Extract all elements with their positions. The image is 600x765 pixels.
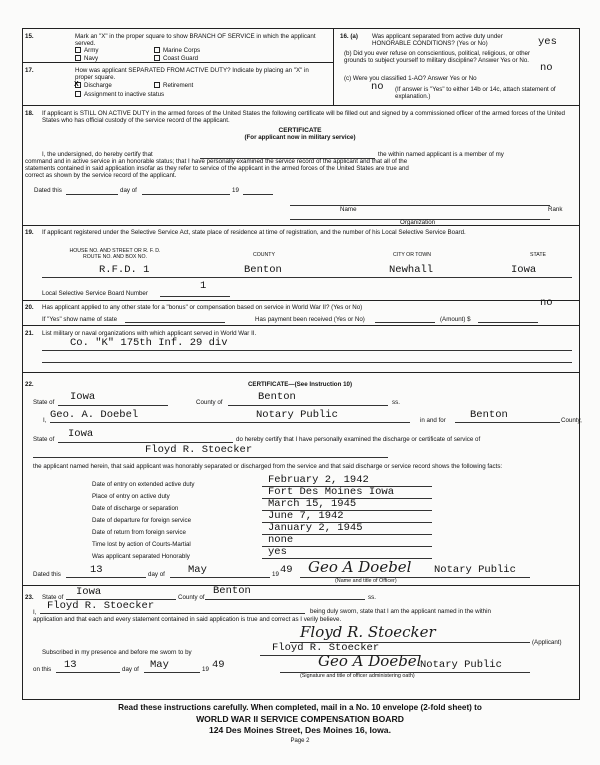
sec22-county-word: County, bbox=[561, 417, 582, 424]
sec23-county[interactable]: Benton bbox=[213, 585, 251, 597]
sec23-notary-caption: (Signature and title of officer administering oath) bbox=[300, 673, 415, 679]
page-number: Page 2 bbox=[290, 738, 310, 744]
sec22-county-of: County of bbox=[196, 399, 223, 406]
row-label: Was applicant separated Honorably bbox=[92, 553, 190, 560]
sec16-value-c[interactable]: no bbox=[371, 81, 384, 93]
sec22-county[interactable]: Benton bbox=[258, 391, 296, 403]
sec16-num: 16. (a) bbox=[340, 33, 358, 40]
board-line bbox=[160, 296, 230, 297]
row-label: Date of entry on extended active duty bbox=[92, 481, 195, 488]
row-value[interactable]: January 2, 1945 bbox=[268, 522, 363, 534]
sec22-ss: ss. bbox=[392, 399, 400, 406]
sec18-intro: If applicant is STILL ON ACTIVE DUTY in the armed forces of the United States the following certificate will be filled out and signed by a commissioned officer of the armed forces of the United States who has official custody of the service record of the applicant. bbox=[42, 110, 565, 124]
sec23-month-line bbox=[144, 672, 200, 673]
sec22-state-2[interactable]: Iowa bbox=[68, 428, 94, 440]
sec22-signature: Geo A Doebel bbox=[308, 558, 412, 576]
sec18-name-line[interactable] bbox=[290, 205, 550, 206]
sec21-num: 21. bbox=[25, 330, 34, 337]
city-value[interactable]: Newhall bbox=[389, 264, 434, 276]
sec21-label: List military or naval organizations with which applicant served in World War II. bbox=[42, 330, 257, 337]
sec18-body1b: the within named applicant is a member of my bbox=[378, 151, 504, 158]
sec23-subscribed: Subscribed in my presence and before me sworn to by bbox=[42, 649, 192, 656]
row-line bbox=[262, 546, 432, 547]
sec19-num: 19. bbox=[25, 229, 34, 236]
sec23-day-line bbox=[56, 672, 120, 673]
sec22-month-line bbox=[170, 577, 270, 578]
col-county: COUNTY bbox=[253, 252, 275, 258]
sec22-i: I, bbox=[43, 417, 47, 424]
board-value[interactable]: 1 bbox=[200, 280, 207, 292]
footer-board: WORLD WAR II SERVICE COMPENSATION BOARD bbox=[196, 714, 404, 724]
sec22-day-of: day of bbox=[148, 571, 165, 578]
retirement-label: Retirement bbox=[163, 82, 194, 89]
sec23-num: 23. bbox=[25, 594, 34, 601]
state-name-line[interactable] bbox=[125, 322, 225, 323]
col-house: HOUSE NO. AND STREET OR R. F. D. ROUTE NO. AND BOX NO. bbox=[69, 248, 161, 260]
house-value[interactable]: R.F.D. 1 bbox=[99, 264, 150, 276]
sec18-cert-sub: (For applicant now in military service) bbox=[244, 134, 356, 141]
sec22-day[interactable]: 13 bbox=[90, 564, 103, 576]
sec17-num: 17. bbox=[25, 67, 34, 74]
sec22-state-of-2: State of bbox=[33, 436, 55, 443]
sec22-state-line bbox=[58, 405, 168, 406]
sec23-year[interactable]: 49 bbox=[212, 659, 225, 671]
sec18-name-label: Name bbox=[340, 206, 357, 213]
row-label: Time lost by action of Courts-Martial bbox=[92, 541, 191, 548]
county-value[interactable]: Benton bbox=[244, 264, 282, 276]
army-checkbox[interactable] bbox=[75, 47, 81, 53]
sec20-received: Has payment been received (Yes or No) bbox=[255, 316, 365, 323]
org-line-2 bbox=[42, 362, 572, 363]
sec22-dated: Dated this bbox=[33, 571, 61, 578]
retirement-checkbox[interactable] bbox=[154, 82, 160, 88]
sec23-month[interactable]: May bbox=[150, 659, 169, 671]
sec23-sworn: being duly sworn, state that I am the applicant named in the within bbox=[310, 608, 491, 615]
marine-label: Marine Corps bbox=[163, 47, 201, 54]
sec16-label-a: Was applicant separated from active duty under HONORABLE CONDITIONS? (Yes or No) bbox=[372, 33, 503, 47]
sec23-ss: ss. bbox=[368, 594, 376, 601]
sec16-note-c: (If answer is "Yes" to either 14b or 14c, attach statement of explanation.) bbox=[395, 86, 556, 100]
sec23-name[interactable]: Floyd R. Stoecker bbox=[47, 600, 155, 612]
sec18-rank-label: Rank bbox=[548, 206, 563, 213]
sec23-county-of: County of bbox=[178, 594, 205, 601]
sec20-value[interactable]: no bbox=[540, 297, 553, 309]
sec18-year-line[interactable] bbox=[243, 194, 273, 195]
sec20-label: Has applicant applied to any other state for a "bonus" or compensation based on service in World War II? (Yes or No) bbox=[42, 304, 363, 311]
board-label: Local Selective Service Board Number bbox=[42, 290, 148, 297]
received-line[interactable] bbox=[375, 322, 435, 323]
sec21-value[interactable]: Co. "K" 175th Inf. 29 div bbox=[70, 337, 228, 349]
sec17-label: How was applicant SEPARATED FROM ACTIVE DUTY? Indicate by placing an "X" in proper square. bbox=[75, 67, 309, 81]
row-label: Date of departure for foreign service bbox=[92, 517, 192, 524]
sec22-applicant-line bbox=[33, 457, 388, 458]
sec22-sig-caption: (Name and title of Officer) bbox=[335, 578, 397, 584]
sec23-name-line bbox=[40, 613, 305, 614]
sec22-month[interactable]: May bbox=[188, 564, 207, 576]
sec22-name-line bbox=[50, 422, 280, 423]
row-value[interactable]: February 2, 1942 bbox=[268, 474, 369, 486]
sec19-label: If applicant registered under the Selective Service Act, state place of residence at time of registration, and the number of his Local Selective Service Board. bbox=[42, 229, 466, 236]
divider bbox=[333, 28, 334, 105]
sec22-day-line bbox=[66, 577, 146, 578]
inactive-label: Assignment to inactive status bbox=[84, 91, 165, 98]
divider bbox=[22, 62, 333, 63]
sec18-cert-title: CERTIFICATE bbox=[278, 127, 322, 134]
sec20-if-yes: If "Yes" show name of state bbox=[42, 316, 118, 323]
sec22-title-line bbox=[250, 422, 410, 423]
divider bbox=[22, 225, 580, 226]
row-label: Date of discharge or separation bbox=[92, 505, 179, 512]
sec22-shows: the applicant named herein, that said applicant was honorably separated or discharged from the service and that said discharge or service record shows the following facts: bbox=[33, 463, 503, 470]
sec23-day-of: day of bbox=[122, 666, 139, 673]
sec22-for-county[interactable]: Benton bbox=[470, 409, 508, 421]
sec22-certify: do hereby certify that I have personally examined the discharge or certificate of service of bbox=[236, 436, 481, 443]
footer-instructions: Read these instructions carefully. When completed, mail in a No. 10 envelope (2-fold sheet) to bbox=[118, 703, 482, 712]
sec16-label-b: (b) Did you ever refuse on conscientious, political, religious, or other grounds to subject yourself to military discipline? Answer Yes or No. bbox=[344, 50, 531, 64]
sec18-num: 18. bbox=[25, 110, 34, 117]
sec18-org-label: Organization bbox=[400, 219, 436, 226]
sec23-i: I, bbox=[33, 609, 37, 616]
divider bbox=[22, 585, 580, 586]
sec22-state-of: State of bbox=[33, 399, 55, 406]
sec23-signature: Floyd R. Stoecker bbox=[300, 623, 436, 641]
sec18-year: 19 bbox=[232, 187, 239, 194]
divider bbox=[22, 372, 580, 373]
sec22-sig-title: Notary Public bbox=[434, 564, 516, 576]
sec22-num: 22. bbox=[25, 381, 34, 388]
sec22-name[interactable]: Geo. A. Doebel bbox=[50, 409, 139, 421]
sec18-body1: I, the undersigned, do hereby certify that bbox=[42, 151, 153, 158]
sec18-month-line[interactable] bbox=[142, 194, 230, 195]
state-value[interactable]: Iowa bbox=[511, 264, 537, 276]
sec15-num: 15. bbox=[25, 33, 34, 40]
discharge-mark: X bbox=[74, 81, 79, 88]
navy-checkbox[interactable] bbox=[75, 55, 81, 61]
discharge-label: Discharge bbox=[84, 82, 112, 89]
sec16-value-b[interactable]: no bbox=[540, 62, 553, 74]
org-line-1 bbox=[42, 350, 572, 351]
sec23-applicant-caption: (Applicant) bbox=[532, 639, 562, 646]
sec22-state[interactable]: Iowa bbox=[70, 391, 96, 403]
row-value[interactable]: June 7, 1942 bbox=[268, 510, 344, 522]
sec18-body3: statements contained in said application insofar as they refer to service of the applicant in the armed forces of the United States are true and bbox=[25, 165, 409, 172]
inactive-checkbox[interactable] bbox=[75, 91, 81, 97]
row-value[interactable]: yes bbox=[268, 546, 287, 558]
sec22-applicant[interactable]: Floyd R. Stoecker bbox=[145, 444, 253, 456]
sec23-sworn2: application and that each and every statement contained in said application is true and correct as I verily believe. bbox=[33, 616, 342, 623]
sec23-notary-title: Notary Public bbox=[420, 659, 502, 671]
divider bbox=[22, 325, 580, 326]
sec22-county-line bbox=[228, 405, 388, 406]
row-value[interactable]: none bbox=[268, 534, 294, 546]
divider bbox=[22, 105, 580, 106]
sec18-day-line[interactable] bbox=[66, 194, 118, 195]
coast-guard-label: Coast Guard bbox=[163, 55, 199, 62]
sec16-label-c: (c) Were you classified 1-AO? Answer Yes or No bbox=[344, 75, 477, 82]
sec22-in-and-for: in and for bbox=[420, 417, 446, 424]
sec23-state-of: State of bbox=[42, 594, 64, 601]
sec15-label: Mark an "X" in the proper square to show BRANCH OF SERVICE in which the applicant served. bbox=[75, 33, 316, 47]
sec18-dated: Dated this bbox=[34, 187, 62, 194]
army-label: Army bbox=[84, 47, 99, 54]
navy-label: Navy bbox=[84, 55, 99, 62]
sec23-on-this: on this bbox=[33, 666, 52, 673]
amount-line[interactable] bbox=[478, 322, 538, 323]
sec20-num: 20. bbox=[25, 304, 34, 311]
sec23-day[interactable]: 13 bbox=[64, 659, 77, 671]
row-label: Date of return from foreign service bbox=[92, 529, 186, 536]
row-value[interactable]: March 15, 1945 bbox=[268, 498, 357, 510]
marine-checkbox[interactable] bbox=[154, 47, 160, 53]
sec23-sub-name[interactable]: Floyd R. Stoecker bbox=[272, 642, 380, 654]
sec23-state[interactable]: Iowa bbox=[76, 586, 102, 598]
row-value[interactable]: Fort Des Moines Iowa bbox=[268, 486, 395, 498]
footer-address: 124 Des Moines Street, Des Moines 16, Iowa. bbox=[209, 725, 391, 735]
sec22-title: CERTIFICATE—(See Instruction 10) bbox=[247, 381, 353, 388]
divider bbox=[22, 300, 580, 301]
sec22-for-county-line bbox=[455, 422, 560, 423]
residence-line bbox=[42, 277, 572, 278]
sec18-body2: command and in active service in an honorable status; that I have personally examined the service record of the applicant and that all of the bbox=[25, 158, 408, 165]
sec18-day-of: day of bbox=[120, 187, 137, 194]
sec22-state2-line bbox=[58, 442, 233, 443]
col-city: CITY OR TOWN bbox=[393, 252, 432, 258]
sec20-amount: (Amount) $ bbox=[440, 316, 471, 323]
sec23-year-prefix: 19 bbox=[202, 666, 209, 673]
sec22-year[interactable]: 49 bbox=[280, 564, 293, 576]
sec16-value-a[interactable]: yes bbox=[538, 36, 557, 48]
sec23-county-line bbox=[205, 599, 365, 600]
col-state: STATE bbox=[530, 252, 546, 258]
coast-guard-checkbox[interactable] bbox=[154, 55, 160, 61]
sec18-body4: correct as shown by the service record of the applicant. bbox=[25, 172, 177, 179]
sec22-title-value[interactable]: Notary Public bbox=[256, 409, 338, 421]
row-label: Place of entry on active duty bbox=[92, 493, 170, 500]
sec23-notary-signature: Geo A Doebel bbox=[318, 652, 422, 670]
sec22-year-prefix: 19 bbox=[272, 571, 279, 578]
